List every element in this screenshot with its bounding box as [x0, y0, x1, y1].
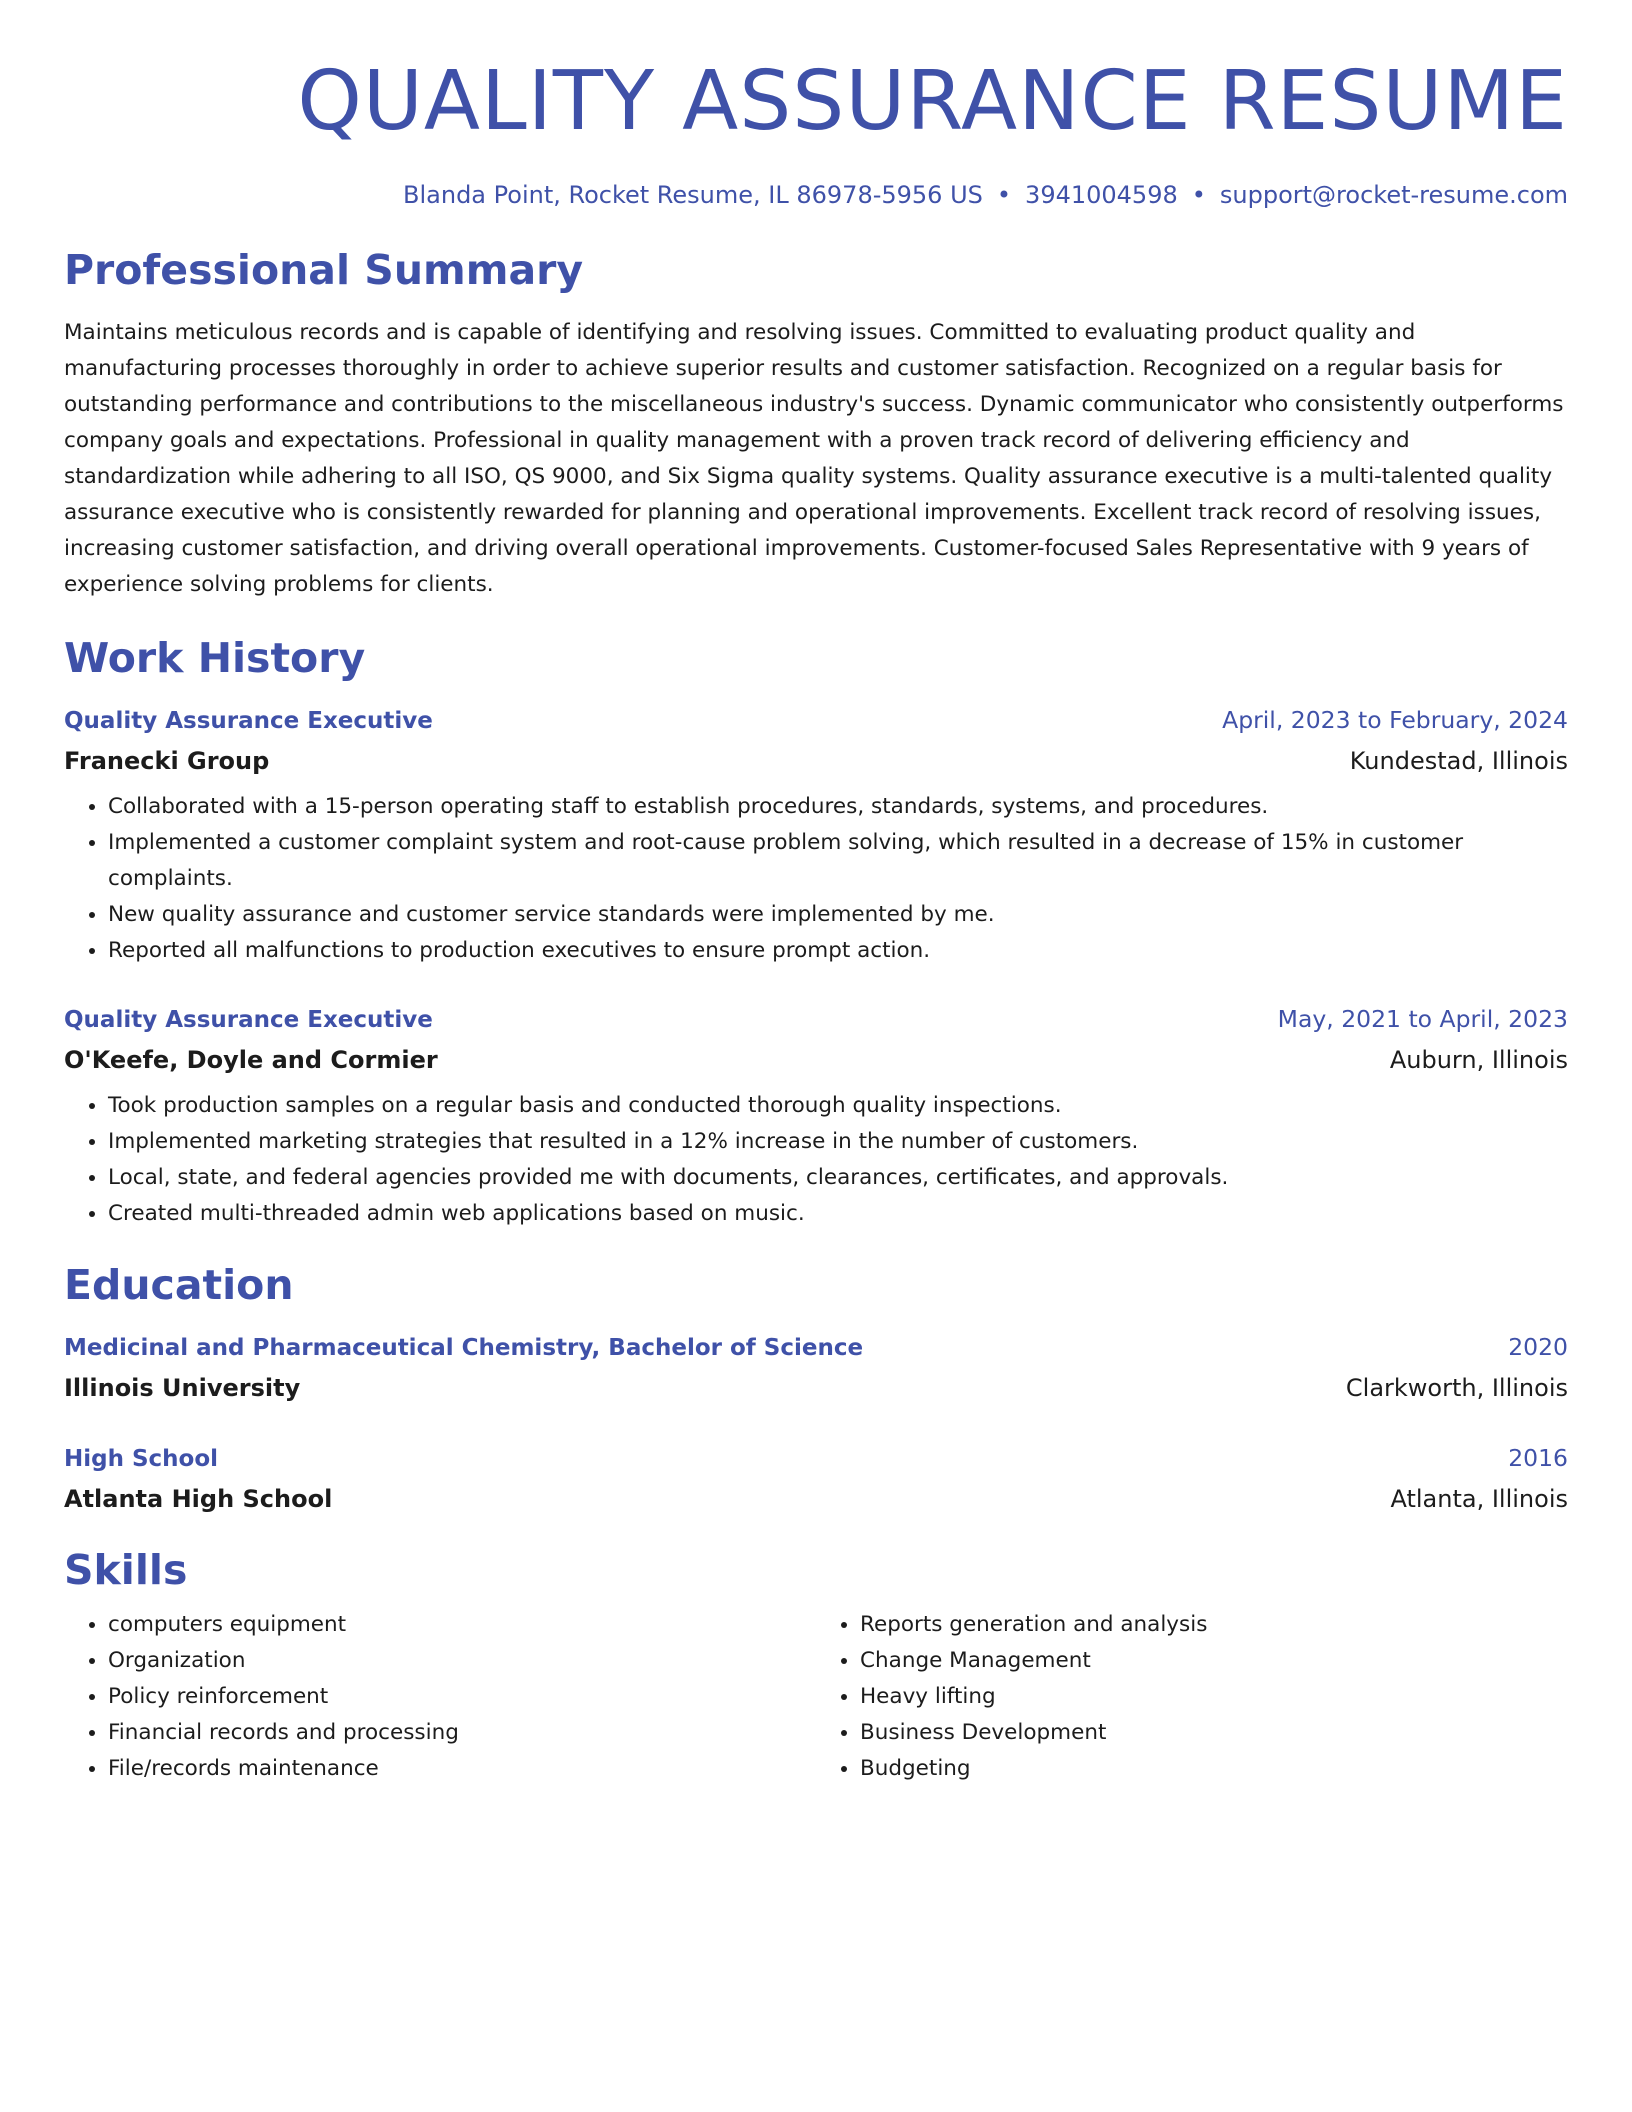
section-title-summary: Professional Summary	[64, 246, 584, 294]
resume-title: QUALITY ASSURANCE RESUME	[297, 54, 1568, 149]
job-bullets	[64, 1088, 1568, 1232]
section-title-work-history: Work History	[64, 634, 366, 682]
skill-item: • Heavy lifting	[860, 1679, 1568, 1715]
education-year: 2016	[1508, 1444, 1568, 1472]
skill-item: • Change Management	[860, 1643, 1568, 1679]
job-bullet: • Reported all malfunctions to production executives to ensure prompt action.	[108, 933, 1568, 969]
education-school: Atlanta High School	[64, 1485, 333, 1513]
job-bullet: • New quality assurance and customer service standards were implemented by me.	[108, 897, 1568, 933]
contact-separator: •	[1191, 181, 1206, 209]
resume-header	[64, 0, 1568, 210]
job-bullet: • Implemented marketing strategies that resulted in a 12% increase in the number of customers.	[108, 1124, 1568, 1160]
skills-column-right	[816, 1607, 1568, 1787]
summary-text: Maintains meticulous records and is capable of identifying and resolving issues. Committed to evaluating product quality and manufacturing processes thoroughly in order to achieve superior results and customer satisfaction. Recognized on a regular basis for outstanding performance and contributions to the miscellaneous industry's success. Dynamic communicator who consistently outperforms company goals and expectations. Professional in quality management with a proven track record of delivering efficiency and standardization while adhering to all ISO, QS 9000, and Six Sigma quality systems. Quality assurance executive is a multi-talented quality assurance executive who is consistently rewarded for planning and operational improvements. Excellent track record of resolving issues, increasing customer satisfaction, and driving overall operational improvements. Customer-focused Sales Representative with 9 years of experience solving problems for clients.	[64, 320, 1564, 597]
contact-address: Blanda Point, Rocket Resume, IL 86978-5956 US	[403, 181, 983, 209]
education-entry	[64, 1327, 1568, 1408]
education-location: Clarkworth, Illinois	[1345, 1374, 1568, 1402]
job-bullet: • Local, state, and federal agencies provided me with documents, clearances, certificates, and approvals.	[108, 1160, 1568, 1196]
contact-line	[64, 180, 1568, 210]
job-entry	[64, 999, 1568, 1232]
section-title-skills: Skills	[64, 1546, 188, 1594]
education-entry	[64, 1438, 1568, 1519]
education-school: Illinois University	[64, 1374, 301, 1402]
skill-item: • Policy reinforcement	[108, 1679, 816, 1715]
job-entry	[64, 700, 1568, 969]
job-role: Quality Assurance Executive	[64, 708, 433, 734]
job-location: Kundestad, Illinois	[1349, 747, 1568, 775]
skill-item: • Organization	[108, 1643, 816, 1679]
education-location: Atlanta, Illinois	[1390, 1485, 1568, 1513]
job-role: Quality Assurance Executive	[64, 1007, 433, 1033]
contact-phone: 3941004598	[1025, 181, 1178, 209]
skill-item: • File/records maintenance	[108, 1751, 816, 1787]
education-degree: High School	[64, 1446, 219, 1472]
job-bullet: • Implemented a customer complaint system and root-cause problem solving, which resulted in a decrease of 15% in customer complaints.	[108, 825, 1568, 897]
skill-item: • Reports generation and analysis	[860, 1607, 1568, 1643]
contact-separator: •	[996, 181, 1012, 209]
job-dates: May, 2021 to April, 2023	[1277, 1005, 1568, 1033]
job-company: Franecki Group	[64, 747, 270, 775]
education-year: 2020	[1508, 1333, 1568, 1361]
skill-item: • Financial records and processing	[108, 1715, 816, 1751]
job-bullet: • Collaborated with a 15-person operating staff to establish procedures, standards, systems, and procedures.	[108, 789, 1568, 825]
education-degree: Medicinal and Pharmaceutical Chemistry, Bachelor of Science	[64, 1335, 864, 1361]
section-title-education: Education	[64, 1261, 294, 1309]
job-bullets	[64, 789, 1568, 969]
contact-email: support@rocket-resume.com	[1219, 181, 1568, 209]
skill-item: • Budgeting	[860, 1751, 1568, 1787]
skills-grid	[64, 1607, 1568, 1787]
job-location: Auburn, Illinois	[1389, 1046, 1568, 1074]
job-company: O'Keefe, Doyle and Cormier	[64, 1046, 438, 1074]
skill-item: • Business Development	[860, 1715, 1568, 1751]
skills-column-left	[64, 1607, 816, 1787]
skill-item: • computers equipment	[108, 1607, 816, 1643]
job-bullet: • Created multi-threaded admin web applications based on music.	[108, 1196, 1568, 1232]
job-bullet: • Took production samples on a regular basis and conducted thorough quality inspections.	[108, 1088, 1568, 1124]
job-dates: April, 2023 to February, 2024	[1222, 706, 1568, 734]
